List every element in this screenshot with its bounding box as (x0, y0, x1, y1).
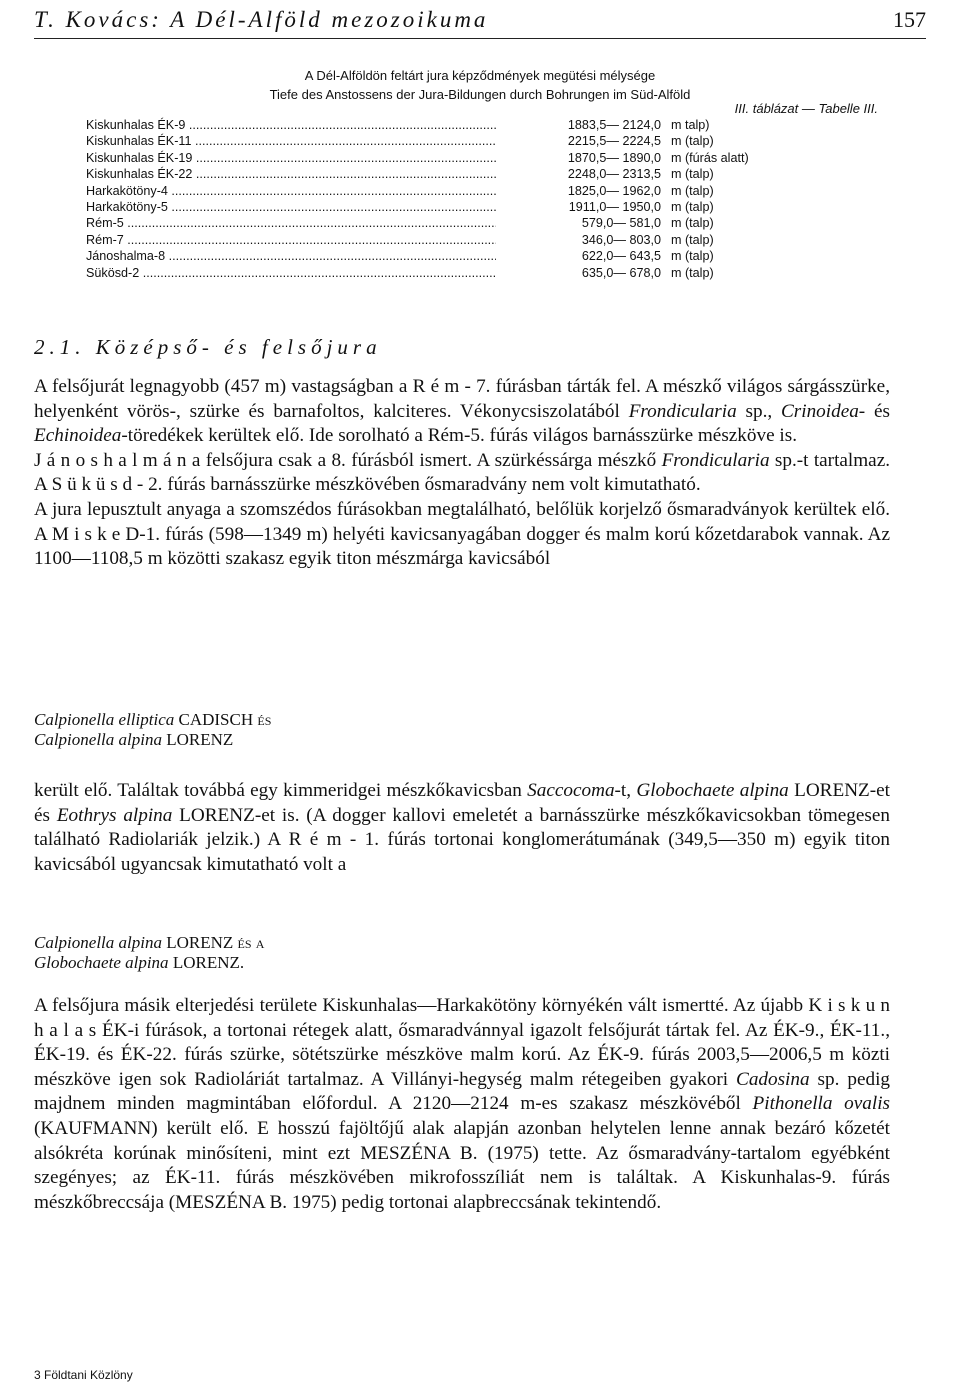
table-row (86, 183, 806, 199)
depth-note: m (talp) (671, 265, 714, 280)
species-list-2 (34, 933, 264, 973)
text-run: -t, (614, 780, 637, 801)
table-row (86, 166, 806, 182)
species-line (34, 730, 271, 750)
depth-note: m (talp) (671, 134, 714, 149)
paragraph-finds (34, 779, 890, 877)
text-run: (KAUFMANN) került elő. E hosszú fajöltőjű alak alapján azonban helytelen lenne annak bezáró kőzetét alsókréta korúnak minősíteni, mint ezt MESZÉNA B. (1975) tette. Az ősmaradvány-tartalom egyébként szegényes; az ÉK-11. fúrás mészkövében mikrofosszíliát nem is találtak. A Kiskunhalas-9. fúrás mészkőbreccsája (MESZÉNA B. 1975) pedig tortonai alapbreccsának tekintendő. (34, 1117, 890, 1213)
taxon-name: Saccocoma (527, 780, 615, 801)
species-line (34, 953, 264, 973)
author-name: LORENZ (161, 730, 234, 749)
spaced-locality: R é m - 7. (412, 376, 491, 397)
borehole-name: Jánoshalma-8 ..... (86, 248, 496, 264)
text-run: sp.-t tartalmaz. A (34, 449, 891, 496)
depth-note: m (talp) (671, 183, 714, 198)
text-run: töredékek kerültek elő. Ide sorolható a Rém-5. fúrás világos barnásszürke mészköve is. (127, 425, 797, 447)
borehole-name: Kiskunhalas ÉK-11 ..... (86, 133, 496, 149)
spaced-locality: M i s k e D-1. (51, 523, 161, 545)
taxon-name: Crinoidea- (780, 400, 866, 422)
species-line (34, 933, 264, 953)
species-name: Calpionella elliptica (34, 710, 175, 729)
table-row (86, 232, 806, 248)
depth-note: m (talp) (671, 249, 714, 264)
text-run: A felsőjurát legnagyobb (457 m) vastagságban a (34, 376, 413, 397)
table-row (86, 133, 806, 149)
page-footer: 3 Földtani Közlöny (34, 1368, 133, 1382)
depth-note: m (talp) (671, 199, 714, 214)
taxon-name: Eothrys alpina (56, 804, 173, 826)
borehole-name: Kiskunhalas ÉK-9 ..... (86, 117, 496, 133)
depth-range: 2248,0— 2313,5 (567, 167, 661, 182)
text-run: A felsőjura másik elterjedési területe Kiskunhalas—Harkakötöny környékén vált ismertté. Az újabb (34, 995, 809, 1016)
text-run: került elő. Találtak továbbá egy kimmeridgei mészkőkavicsban (34, 780, 528, 801)
borehole-name: Kiskunhalas ÉK-19 ..... (86, 150, 496, 166)
table-row (86, 248, 806, 264)
paragraph-upper-jurassic (34, 375, 890, 572)
text-run: fúrás barnásszürke mészkövében ősmaradvány nem volt kimutatható. (162, 474, 701, 496)
table-row (86, 150, 806, 166)
depth-note: m talp) (671, 118, 710, 132)
species-name: Calpionella alpina (34, 933, 162, 952)
depth-range: 635,0— 678,0 (581, 265, 661, 280)
text-run: fúrás (598—1349 m) helyéti kavicsanyagában dogger és malm korú kőzetdarabok vannak. Az 1100—1108,5 m közötti szakasz egyik titon mészmárga kavicsából (34, 523, 890, 570)
text-run: sp., (736, 400, 781, 422)
text-run: ÉK-i fúrások, a tortonai rétegek alatt, ősmaradvánnyal igazolt felsőjurát tártak fel. Az ÉK-9., ÉK-11., ÉK-19. és ÉK-22. fúrás szürke, sötétszürke mészköve malm korú. Az ÉK-9. fúrás 2003,5—2006,5 m közti mészköve igen sok Radioláriát tartalmaz. A Villányi-hegység malm rétegeiben gyakori (34, 1019, 890, 1090)
text-run: LORENZ-et és (34, 780, 891, 826)
table-caption-hungarian: A Dél-Alföldön feltárt jura képződmények megütési mélysége (304, 68, 656, 83)
taxon-name: Pithonella ovalis (752, 1093, 890, 1115)
depth-range: 1911,0— 1950,0 (568, 199, 661, 214)
page-number: 157 (893, 7, 926, 32)
borehole-name: Harkakötöny-5 ..... (86, 199, 496, 215)
paragraph-kiskunhalas (34, 994, 890, 1215)
text-run: LORENZ-et is. (A dogger kallovi emeletét a barnásszürke mészkőkavicsokban tömegesen található Radiolariák jelzik.) A (34, 804, 890, 851)
table-row (86, 215, 806, 231)
depth-note: m (talp) (671, 232, 714, 247)
text-run: A jura lepusztult anyaga a szomszédos fúrásokban megtalálható, belőlük korjelző ősmaradványok kerültek elő. A (34, 498, 890, 545)
borehole-name: Sükösd-2 ..... (86, 265, 496, 281)
depth-range: 1825,0— 1962,0 (567, 183, 661, 198)
spaced-locality: S ü k ü s d - 2. (51, 474, 163, 496)
spaced-locality: J á n o s h a l m á n (34, 449, 187, 471)
text-run: a felsőjura csak a 8. fúrásból ismert. A szürkéssárga mészkő (186, 449, 662, 471)
depth-range: 1870,5— 1890,0 (567, 150, 661, 165)
author-name: LORENZ és a (161, 933, 265, 952)
taxon-name: Frondicularia (628, 400, 737, 422)
depth-range: 622,0— 643,5 (581, 249, 661, 264)
depth-table (86, 117, 806, 281)
taxon-name: Cadosina (736, 1068, 810, 1090)
text-run: fúrás tortonai konglomerátumának (349,5—350 m) egyik titon kavicsából ugyancsak kimutatható volt a (34, 829, 891, 875)
author-name: LORENZ. (168, 953, 245, 972)
depth-range: 1883,5— 2124,0 (567, 118, 661, 132)
taxon-name: Echinoidea- (34, 425, 128, 447)
depth-note: m (fúrás alatt) (671, 150, 749, 165)
table-label: III. táblázat — Tabelle III. (734, 101, 878, 116)
text-run: sp. pedig majdnem minden magmintában előfordul. A 2120—2124 m-es szakasz mészkövéből (34, 1068, 890, 1115)
table-row (86, 117, 806, 133)
depth-range: 2215,5— 2224,5 (567, 134, 661, 149)
spaced-locality: K i s k u n h a l a s (34, 995, 891, 1041)
table-row (86, 265, 806, 281)
depth-range: 346,0— 803,0 (581, 232, 661, 247)
section-heading: 2.1. Középső- és felsőjura (34, 335, 382, 359)
depth-note: m (talp) (671, 216, 714, 231)
borehole-name: Rém-7 ..... (86, 232, 496, 248)
text-run: és (865, 400, 890, 422)
borehole-name: Harkakötöny-4 ..... (86, 183, 496, 199)
author-name: CADISCH és (174, 710, 272, 729)
taxon-name: Globochaete alpina (636, 780, 789, 801)
species-line (34, 710, 271, 730)
table-caption-german: Tiefe des Anstossens der Jura-Bildungen durch Bohrungen im Süd-Alföld (269, 87, 691, 102)
spaced-locality: R é m - 1. (288, 829, 380, 851)
depth-note: m (talp) (671, 167, 714, 182)
text-run: fúrásban tárták fel. A mészkő világos sárgásszürke, helyenként vörös-, szürke és barnafoltos, kalciteres. Vékonycsiszolatából (34, 376, 890, 422)
depth-range: 579,0— 581,0 (581, 216, 661, 231)
taxon-name: Frondicularia (661, 449, 770, 471)
running-title: T. Kovács: A Dél-Alföld mezozoikuma (34, 7, 489, 32)
borehole-name: Kiskunhalas ÉK-22 ..... (86, 166, 496, 182)
species-name: Calpionella alpina (34, 730, 162, 749)
borehole-name: Rém-5 ..... (86, 215, 496, 231)
page-header (34, 2, 926, 39)
table-row (86, 199, 806, 215)
species-name: Globochaete alpina (34, 953, 169, 972)
species-list-1 (34, 710, 271, 750)
